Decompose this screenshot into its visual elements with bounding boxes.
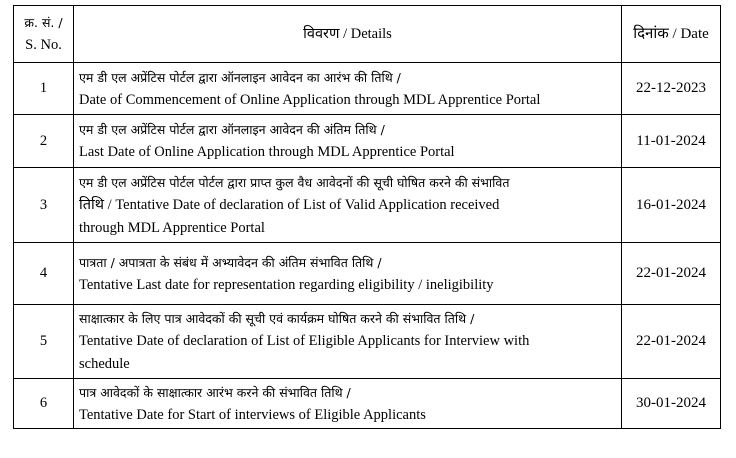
table-row <box>14 168 721 243</box>
table-row <box>14 243 721 305</box>
header-serial-english: S. No. <box>25 37 62 53</box>
detail-line-english: Tentative Date of declaration of List of Eligible Applicants for Interview with <box>79 333 530 349</box>
detail-line-english: Date of Commencement of Online Application through MDL Apprentice Portal <box>79 91 541 108</box>
detail-line-english: Last Date of Online Application through MDL Apprentice Portal <box>79 144 455 160</box>
schedule-table <box>13 5 721 429</box>
row-date: 30-01-2024 <box>622 379 721 429</box>
detail-line-english: through MDL Apprentice Portal <box>79 219 265 236</box>
row-details <box>74 115 622 168</box>
row-serial-number: 1 <box>14 63 74 115</box>
table-header-row <box>14 6 721 63</box>
row-date: 22-01-2024 <box>622 243 721 305</box>
row-date: 16-01-2024 <box>622 168 721 243</box>
row-details <box>74 243 622 305</box>
detail-line-hindi: पात्र आवेदकों के साक्षात्कार आरंभ करने की संभावित तिथि / <box>79 384 351 400</box>
header-serial-hindi: क्र. सं. / <box>24 15 63 30</box>
row-date: 22-01-2024 <box>622 305 721 379</box>
header-details <box>74 6 622 63</box>
detail-line-english: Tentative Last date for representation regarding eligibility / ineligibility <box>79 276 494 293</box>
row-serial-number: 3 <box>14 168 74 243</box>
detail-line-mixed: तिथि / Tentative Date of declaration of List of Valid Application received <box>79 196 500 213</box>
row-serial-number: 4 <box>14 243 74 305</box>
row-serial-number: 5 <box>14 305 74 379</box>
table-row <box>14 305 721 379</box>
detail-line-hindi: साक्षात्कार के लिए पात्र आवेदकों की सूची एवं कार्यक्रम घोषित करने की संभावित तिथि / <box>79 311 475 326</box>
row-details <box>74 379 622 429</box>
header-details-label: विवरण / Details <box>303 26 392 42</box>
row-serial-number: 6 <box>14 379 74 429</box>
row-date: 11-01-2024 <box>622 115 721 168</box>
table-row <box>14 115 721 168</box>
row-details <box>74 63 622 115</box>
table-row <box>14 379 721 429</box>
detail-line-english: schedule <box>79 356 130 372</box>
detail-line-hindi: एम डी एल अप्रेंटिस पोर्टल पोर्टल द्वारा प्राप्त कुल वैध आवेदनों की सूची घोषित करने की संभावित <box>79 174 510 190</box>
detail-line-hindi: एम डी एल अप्रेंटिस पोर्टल द्वारा ऑनलाइन आवेदन की अंतिम तिथि / <box>79 122 385 137</box>
row-date: 22-12-2023 <box>622 63 721 115</box>
detail-line-hindi: पात्रता / अपात्रता के संबंध में अभ्यावेदन की अंतिम संभावित तिथि / <box>79 254 382 270</box>
table-row <box>14 63 721 115</box>
header-date-label: दिनांक / Date <box>633 26 709 42</box>
row-details <box>74 168 622 243</box>
row-details <box>74 305 622 379</box>
header-date <box>622 6 721 63</box>
detail-line-english: Tentative Date for Start of interviews of Eligible Applicants <box>79 406 426 423</box>
header-serial-number <box>14 6 74 63</box>
row-serial-number: 2 <box>14 115 74 168</box>
detail-line-hindi: एम डी एल अप्रेंटिस पोर्टल द्वारा ऑनलाइन आवेदन का आरंभ की तिथि / <box>79 69 401 85</box>
